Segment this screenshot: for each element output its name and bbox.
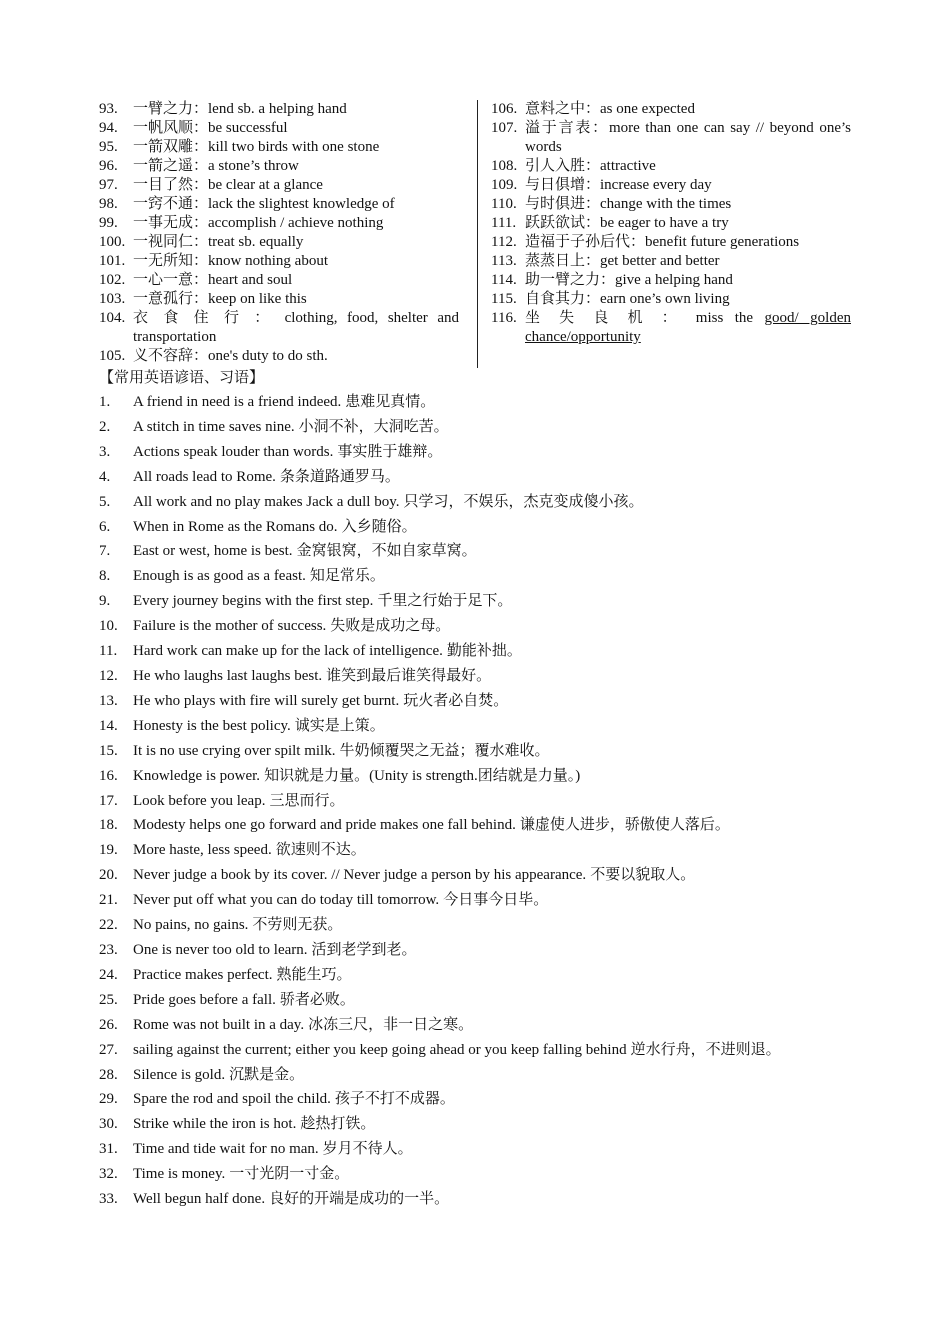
proverb-english: sailing against the current; either you keep going ahead or you keep falling behind bbox=[133, 1041, 627, 1058]
proverb-number: 9. bbox=[99, 593, 111, 610]
proverb-english: When in Rome as the Romans do. bbox=[133, 518, 338, 535]
proverb-chinese: 孩子不打不成器。 bbox=[334, 1091, 455, 1108]
proverb-number: 14. bbox=[99, 717, 118, 734]
idiom-text bbox=[525, 233, 851, 252]
idiom-entry bbox=[491, 252, 851, 271]
proverb-chinese: 只学习，不娱乐，杰克变成傻小孩。 bbox=[403, 493, 644, 510]
proverb-item bbox=[99, 539, 851, 564]
idiom-number: 107. bbox=[491, 120, 518, 136]
idiom-text bbox=[133, 214, 459, 233]
proverb-item bbox=[99, 689, 851, 714]
proverb-number: 28. bbox=[99, 1066, 118, 1083]
idiom-number: 99. bbox=[99, 215, 118, 231]
proverb-text bbox=[133, 888, 851, 913]
proverb-text bbox=[133, 739, 851, 764]
proverb-chinese: 一寸光阴一寸金。 bbox=[229, 1166, 350, 1183]
proverb-english: Look before you leap. bbox=[133, 792, 266, 809]
idiom-english: one's duty to do sth. bbox=[208, 348, 328, 364]
proverb-item bbox=[99, 664, 851, 689]
proverb-english: Practice makes perfect. bbox=[133, 966, 273, 983]
idiom-number: 97. bbox=[99, 177, 118, 193]
proverb-item bbox=[99, 1063, 851, 1088]
idiom-text bbox=[525, 271, 851, 290]
idiom-english: give a helping hand bbox=[615, 272, 733, 288]
proverb-text bbox=[133, 813, 851, 838]
idiom-chinese: 一箭双雕： bbox=[133, 139, 209, 155]
proverb-english: Enough is as good as a feast. bbox=[133, 568, 306, 585]
idiom-entry bbox=[99, 138, 459, 157]
proverb-number: 16. bbox=[99, 767, 118, 784]
idiom-entry bbox=[99, 157, 459, 176]
idiom-english: as one expected bbox=[600, 101, 695, 117]
proverb-item bbox=[99, 390, 851, 415]
proverb-chinese: 三思而行。 bbox=[269, 792, 345, 809]
idiom-english: lack the slightest knowledge of bbox=[208, 196, 395, 212]
proverb-english: He who laughs last laughs best. bbox=[133, 667, 323, 684]
idiom-column-right bbox=[491, 100, 851, 347]
proverb-number: 23. bbox=[99, 941, 118, 958]
idiom-english: heart and soul bbox=[208, 272, 293, 288]
idiom-entry bbox=[99, 195, 459, 214]
proverb-english: East or west, home is best. bbox=[133, 543, 293, 560]
proverb-item bbox=[99, 789, 851, 814]
proverb-item bbox=[99, 564, 851, 589]
proverb-text bbox=[133, 913, 851, 938]
idiom-text bbox=[133, 100, 459, 119]
proverb-item bbox=[99, 963, 851, 988]
proverb-chinese: 良好的开端是成功的一半。 bbox=[269, 1191, 450, 1208]
idiom-number: 96. bbox=[99, 158, 118, 174]
proverb-item bbox=[99, 1187, 851, 1212]
idiom-text bbox=[133, 119, 459, 138]
proverb-number: 31. bbox=[99, 1141, 118, 1158]
proverb-chinese: 岁月不待人。 bbox=[322, 1141, 413, 1158]
proverb-chinese: 逆水行舟，不进则退。 bbox=[630, 1041, 781, 1058]
idiom-english-underlined: good/ golden chance/opportunity bbox=[525, 310, 851, 345]
proverb-chinese: 欲速则不达。 bbox=[275, 842, 366, 859]
proverb-number: 8. bbox=[99, 568, 111, 585]
idiom-number: 112. bbox=[491, 234, 517, 250]
idiom-column-left bbox=[99, 100, 459, 366]
proverb-item bbox=[99, 440, 851, 465]
idiom-chinese: 造福于子孙后代： bbox=[525, 234, 646, 250]
idiom-entry bbox=[99, 233, 459, 252]
proverb-number: 6. bbox=[99, 518, 111, 535]
idiom-english: know nothing about bbox=[208, 253, 329, 269]
proverb-english: All work and no play makes Jack a dull boy. bbox=[133, 493, 400, 510]
proverb-item bbox=[99, 415, 851, 440]
proverb-text bbox=[133, 838, 851, 863]
proverb-chinese: 入乡随俗。 bbox=[341, 518, 417, 535]
idiom-number: 101. bbox=[99, 253, 126, 269]
proverb-chinese: 熟能生巧。 bbox=[276, 966, 352, 983]
idiom-entry bbox=[491, 119, 851, 157]
proverb-english: Hard work can make up for the lack of intelligence. bbox=[133, 643, 443, 660]
idiom-number: 109. bbox=[491, 177, 518, 193]
proverb-english: Spare the rod and spoil the child. bbox=[133, 1091, 331, 1108]
idiom-chinese: 一无所知： bbox=[133, 253, 209, 269]
idiom-chinese: 与日俱增： bbox=[525, 177, 601, 193]
proverb-english: Pride goes before a fall. bbox=[133, 991, 276, 1008]
proverb-item bbox=[99, 614, 851, 639]
proverb-english: Time is money. bbox=[133, 1166, 226, 1183]
idiom-english: treat sb. equally bbox=[208, 234, 304, 250]
idiom-english: more than one can say // beyond one’s words bbox=[525, 120, 851, 155]
idiom-chinese: 衣 食 住 行 ： bbox=[133, 310, 285, 326]
proverb-item bbox=[99, 589, 851, 614]
proverb-english: It is no use crying over spilt milk. bbox=[133, 742, 336, 759]
idiom-number: 108. bbox=[491, 158, 518, 174]
proverb-number: 26. bbox=[99, 1016, 118, 1033]
proverb-text bbox=[133, 1137, 851, 1162]
idiom-text bbox=[525, 100, 851, 119]
proverb-text bbox=[133, 1162, 851, 1187]
proverb-english: He who plays with fire will surely get burnt. bbox=[133, 692, 400, 709]
idiom-english: keep on like this bbox=[208, 291, 307, 307]
proverb-item bbox=[99, 764, 851, 789]
idiom-number: 113. bbox=[491, 253, 517, 269]
proverb-text bbox=[133, 1087, 851, 1112]
proverb-english: Knowledge is power. bbox=[133, 767, 261, 784]
idiom-text bbox=[525, 309, 851, 347]
idiom-entry bbox=[491, 157, 851, 176]
idiom-text bbox=[133, 195, 459, 214]
idiom-entry bbox=[99, 214, 459, 233]
proverb-item bbox=[99, 1087, 851, 1112]
idiom-chinese: 蒸蒸日上： bbox=[525, 253, 601, 269]
idiom-chinese: 一目了然： bbox=[133, 177, 209, 193]
idiom-english: accomplish / achieve nothing bbox=[208, 215, 384, 231]
idiom-text bbox=[133, 138, 459, 157]
idiom-number: 105. bbox=[99, 348, 126, 364]
proverb-text bbox=[133, 689, 851, 714]
idiom-number: 116. bbox=[491, 310, 517, 326]
idiom-chinese: 义不容辞： bbox=[133, 348, 209, 364]
idiom-entry bbox=[99, 119, 459, 138]
idiom-english: change with the times bbox=[600, 196, 732, 212]
idiom-chinese: 溢于言表： bbox=[525, 120, 609, 136]
idiom-entry bbox=[491, 176, 851, 195]
proverb-english: Rome was not built in a day. bbox=[133, 1016, 305, 1033]
idiom-text bbox=[133, 157, 459, 176]
idiom-number: 103. bbox=[99, 291, 126, 307]
proverb-text bbox=[133, 440, 851, 465]
proverb-text bbox=[133, 764, 851, 789]
idiom-number: 102. bbox=[99, 272, 126, 288]
idiom-chinese: 坐 失 良 机 ： bbox=[525, 310, 696, 326]
proverb-english: A friend in need is a friend indeed. bbox=[133, 394, 342, 410]
idiom-number: 110. bbox=[491, 196, 517, 212]
proverb-chinese: 牛奶倾覆哭之无益；覆水难收。 bbox=[339, 742, 550, 759]
idiom-chinese: 一窍不通： bbox=[133, 196, 209, 212]
proverb-text bbox=[133, 539, 851, 564]
proverb-text bbox=[133, 390, 851, 415]
idiom-chinese: 一帆风顺： bbox=[133, 120, 209, 136]
idiom-entry bbox=[491, 214, 851, 233]
proverb-text bbox=[133, 490, 851, 515]
idiom-english: benefit future generations bbox=[645, 234, 800, 250]
proverb-text bbox=[133, 564, 851, 589]
proverb-number: 21. bbox=[99, 892, 118, 909]
proverb-number: 10. bbox=[99, 618, 118, 635]
proverb-text bbox=[133, 1013, 851, 1038]
proverb-item bbox=[99, 813, 851, 838]
idiom-entry bbox=[491, 290, 851, 309]
idiom-chinese: 一心一意： bbox=[133, 272, 209, 288]
proverb-english: Never judge a book by its cover. // Never judge a person by his appearance. bbox=[133, 867, 587, 884]
idiom-english: be clear at a glance bbox=[208, 177, 323, 193]
idiom-entry bbox=[491, 309, 851, 347]
proverb-english: More haste, less speed. bbox=[133, 842, 272, 859]
proverb-number: 2. bbox=[99, 418, 111, 435]
proverb-english: Every journey begins with the first step. bbox=[133, 593, 374, 610]
proverb-text bbox=[133, 415, 851, 440]
proverb-chinese: 沉默是金。 bbox=[229, 1066, 305, 1083]
proverb-item bbox=[99, 515, 851, 540]
column-divider bbox=[477, 100, 478, 368]
proverb-english: No pains, no gains. bbox=[133, 917, 249, 934]
proverb-chinese: 活到老学到老。 bbox=[311, 941, 417, 958]
proverb-chinese: 冰冻三尺，非一日之寒。 bbox=[308, 1016, 474, 1033]
proverb-chinese: 事实胜于雄辩。 bbox=[337, 443, 443, 460]
proverb-text bbox=[133, 988, 851, 1013]
proverb-english: Actions speak louder than words. bbox=[133, 443, 334, 460]
proverb-item bbox=[99, 863, 851, 888]
idiom-text bbox=[133, 347, 459, 366]
proverb-number: 11. bbox=[99, 643, 118, 660]
proverb-text bbox=[133, 1038, 851, 1062]
proverb-number: 30. bbox=[99, 1116, 118, 1133]
proverb-chinese: 谁笑到最后谁笑得最好。 bbox=[326, 667, 492, 684]
idiom-english: lend sb. a helping hand bbox=[208, 101, 347, 117]
proverb-text bbox=[133, 938, 851, 963]
idiom-english: earn one’s own living bbox=[600, 291, 730, 307]
idiom-english: get better and better bbox=[600, 253, 720, 269]
proverb-chinese: 知识就是力量。(Unity is strength.团结就是力量。) bbox=[264, 767, 581, 784]
proverb-english: Honesty is the best policy. bbox=[133, 717, 291, 734]
idiom-text bbox=[525, 157, 851, 176]
proverb-number: 7. bbox=[99, 543, 111, 560]
proverb-text bbox=[133, 589, 851, 614]
proverb-number: 15. bbox=[99, 742, 118, 759]
proverb-chinese: 不劳则无获。 bbox=[252, 917, 343, 934]
idiom-english: clothing, food, shelter and transportation bbox=[133, 310, 459, 345]
idiom-text bbox=[133, 176, 459, 195]
idiom-entry bbox=[99, 100, 459, 119]
proverb-text bbox=[133, 714, 851, 739]
proverb-number: 32. bbox=[99, 1166, 118, 1183]
proverb-item bbox=[99, 739, 851, 764]
idiom-number: 94. bbox=[99, 120, 118, 136]
proverb-text bbox=[133, 789, 851, 814]
proverb-chinese: 千里之行始于足下。 bbox=[377, 593, 513, 610]
proverb-english: Well begun half done. bbox=[133, 1191, 266, 1208]
proverb-english: Failure is the mother of success. bbox=[133, 618, 327, 635]
idiom-text bbox=[133, 271, 459, 290]
proverb-chinese: 患难见真情。 bbox=[345, 394, 436, 410]
idiom-chinese: 引人入胜： bbox=[525, 158, 601, 174]
proverb-list bbox=[99, 390, 851, 1212]
idiom-english: be eager to have a try bbox=[600, 215, 729, 231]
idiom-entry bbox=[491, 233, 851, 252]
idiom-text bbox=[525, 290, 851, 309]
proverb-item bbox=[99, 913, 851, 938]
proverb-number: 17. bbox=[99, 792, 118, 809]
idiom-text bbox=[133, 309, 459, 347]
proverb-number: 20. bbox=[99, 867, 118, 884]
idiom-english: miss the bbox=[695, 310, 765, 326]
idiom-entry bbox=[491, 195, 851, 214]
proverb-item bbox=[99, 1013, 851, 1038]
proverb-chinese: 不要以貌取人。 bbox=[590, 867, 696, 884]
idiom-entry bbox=[491, 100, 851, 119]
idiom-number: 100. bbox=[99, 234, 126, 250]
proverb-chinese: 条条道路通罗马。 bbox=[279, 468, 400, 485]
idiom-english: increase every day bbox=[600, 177, 712, 193]
idiom-number: 93. bbox=[99, 101, 118, 117]
idiom-columns bbox=[99, 100, 851, 372]
proverb-chinese: 诚实是上策。 bbox=[294, 717, 385, 734]
proverb-number: 33. bbox=[99, 1191, 118, 1208]
proverb-item bbox=[99, 888, 851, 913]
proverb-item bbox=[99, 838, 851, 863]
proverb-text bbox=[133, 1187, 851, 1212]
idiom-english: attractive bbox=[600, 158, 656, 174]
proverb-number: 24. bbox=[99, 966, 118, 983]
idiom-entry bbox=[99, 271, 459, 290]
idiom-text bbox=[525, 195, 851, 214]
proverb-item bbox=[99, 639, 851, 664]
proverb-chinese: 金窝银窝，不如自家草窝。 bbox=[296, 543, 477, 560]
idiom-chinese: 自食其力： bbox=[525, 291, 601, 307]
idiom-text bbox=[525, 214, 851, 233]
idiom-number: 98. bbox=[99, 196, 118, 212]
idiom-chinese: 一视同仁： bbox=[133, 234, 209, 250]
proverb-text bbox=[133, 614, 851, 639]
proverb-text bbox=[133, 664, 851, 689]
proverb-item bbox=[99, 1137, 851, 1162]
proverb-item bbox=[99, 938, 851, 963]
idiom-text bbox=[525, 176, 851, 195]
idiom-chinese: 意料之中： bbox=[525, 101, 601, 117]
idiom-chinese: 一意孤行： bbox=[133, 291, 209, 307]
proverb-chinese: 知足常乐。 bbox=[309, 568, 385, 585]
idiom-chinese: 与时俱进： bbox=[525, 196, 601, 212]
proverb-english: Strike while the iron is hot. bbox=[133, 1116, 297, 1133]
idiom-entry bbox=[99, 176, 459, 195]
proverb-item bbox=[99, 988, 851, 1013]
proverb-english: Silence is gold. bbox=[133, 1066, 226, 1083]
idiom-number: 106. bbox=[491, 101, 518, 117]
idiom-entry bbox=[99, 290, 459, 309]
proverb-number: 27. bbox=[99, 1041, 118, 1058]
proverb-chinese: 玩火者必自焚。 bbox=[403, 692, 509, 709]
idiom-chinese: 一事无成： bbox=[133, 215, 209, 231]
proverb-text bbox=[133, 639, 851, 664]
proverb-chinese: 失败是成功之母。 bbox=[330, 618, 451, 635]
proverb-text bbox=[133, 863, 851, 888]
proverb-english: Modesty helps one go forward and pride makes one fall behind. bbox=[133, 817, 516, 834]
idiom-chinese: 助一臂之力： bbox=[525, 272, 616, 288]
proverb-chinese: 勤能补拙。 bbox=[446, 643, 522, 660]
proverb-number: 18. bbox=[99, 817, 118, 834]
proverb-number: 5. bbox=[99, 493, 111, 510]
idiom-chinese: 一臂之力： bbox=[133, 101, 209, 117]
proverb-number: 12. bbox=[99, 667, 118, 684]
proverb-number: 22. bbox=[99, 917, 118, 934]
proverb-number: 13. bbox=[99, 692, 118, 709]
idiom-text bbox=[133, 252, 459, 271]
idiom-text bbox=[133, 290, 459, 309]
proverb-chinese: 谦虚使人进步，骄傲使人落后。 bbox=[519, 817, 730, 834]
proverb-chinese: 趁热打铁。 bbox=[300, 1116, 376, 1133]
section-heading: 【常用英语谚语、习语】 bbox=[99, 370, 265, 386]
proverb-english: Never put off what you can do today till tomorrow. bbox=[133, 892, 440, 909]
idiom-number: 104. bbox=[99, 310, 126, 326]
proverb-text bbox=[133, 515, 851, 540]
proverb-chinese: 今日事今日毕。 bbox=[443, 892, 549, 909]
idiom-entry bbox=[99, 252, 459, 271]
idiom-english: a stone’s throw bbox=[208, 158, 299, 174]
idiom-text bbox=[525, 119, 851, 157]
idiom-number: 111. bbox=[491, 215, 517, 231]
idiom-entry bbox=[491, 271, 851, 290]
idiom-text bbox=[133, 233, 459, 252]
proverb-item bbox=[99, 1038, 851, 1062]
proverb-text bbox=[133, 963, 851, 988]
proverb-text bbox=[133, 465, 851, 490]
idiom-entry bbox=[99, 309, 459, 347]
idiom-chinese: 跃跃欲试： bbox=[525, 215, 601, 231]
idiom-text bbox=[525, 252, 851, 271]
idiom-chinese: 一箭之遥： bbox=[133, 158, 209, 174]
proverb-english: All roads lead to Rome. bbox=[133, 468, 276, 485]
proverb-chinese: 骄者必败。 bbox=[279, 991, 355, 1008]
proverb-item bbox=[99, 714, 851, 739]
idiom-english: kill two birds with one stone bbox=[208, 139, 380, 155]
proverb-english: One is never too old to learn. bbox=[133, 941, 308, 958]
proverb-chinese: 小洞不补，大洞吃苦。 bbox=[298, 418, 449, 435]
proverb-number: 29. bbox=[99, 1091, 118, 1108]
idiom-entry bbox=[99, 347, 459, 366]
idiom-number: 114. bbox=[491, 272, 517, 288]
proverb-text bbox=[133, 1063, 851, 1088]
proverb-number: 25. bbox=[99, 991, 118, 1008]
proverb-text bbox=[133, 1112, 851, 1137]
proverb-english: A stitch in time saves nine. bbox=[133, 418, 295, 435]
idiom-number: 95. bbox=[99, 139, 118, 155]
proverb-item bbox=[99, 1162, 851, 1187]
proverb-item bbox=[99, 1112, 851, 1137]
proverb-item bbox=[99, 465, 851, 490]
idiom-english: be successful bbox=[208, 120, 288, 136]
idiom-number: 115. bbox=[491, 291, 517, 307]
proverb-english: Time and tide wait for no man. bbox=[133, 1141, 319, 1158]
proverb-number: 3. bbox=[99, 443, 111, 460]
proverb-number: 19. bbox=[99, 842, 118, 859]
proverb-item bbox=[99, 490, 851, 515]
proverb-number: 1. bbox=[99, 394, 111, 410]
proverb-number: 4. bbox=[99, 468, 111, 485]
